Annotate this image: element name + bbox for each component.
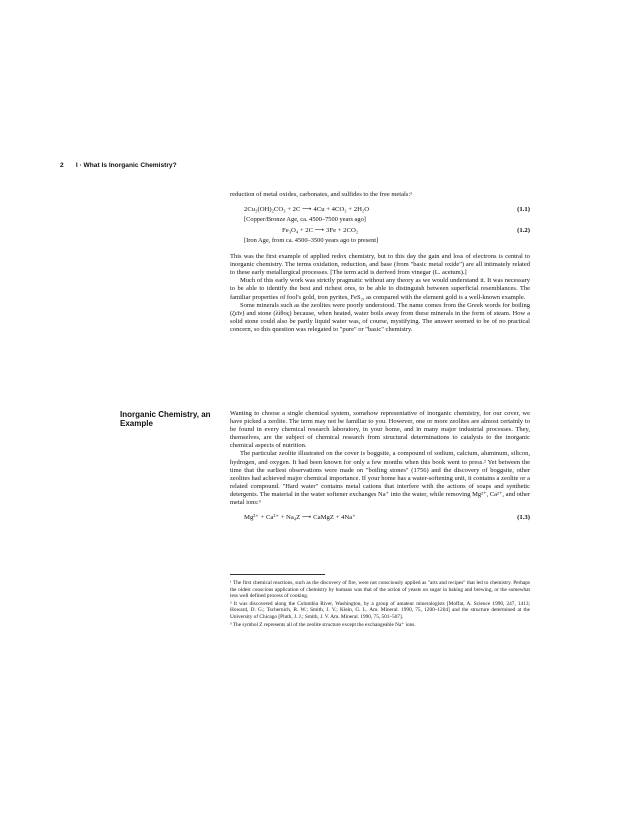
equation-1-2 — [230, 226, 530, 237]
section-body — [230, 410, 530, 524]
footnote: ¹ The first chemical reactions, such as the discovery of fire, were not consciously applied as "arts and recipes" that led to chemistry. Perhaps the oldest conscious application of chemistry by humans was that of the action of yeasts on sugar in baking and brewing, or the somewhat less well defined process of cooking. — [230, 580, 530, 600]
copper-age-note: [Copper/Bronze Age, ca. 4500–7500 years ago] — [244, 216, 366, 224]
equation-1-3 — [230, 513, 530, 524]
paragraph: This was the first example of applied redox chemistry, but to this day the gain and loss of electrons is central to inorganic chemistry. The terms oxidation, reduction, and base (from "basic metal oxide") are all intimately related to these early metallurgical processes. [The term acid is derived from vinegar (L. acetum).] — [230, 253, 530, 277]
page-number: 2 — [60, 162, 64, 169]
footnotes — [230, 580, 530, 629]
equation-number: (1.2) — [517, 227, 530, 235]
paragraph: Some minerals such as the zeolites were poorly understood. The name comes from the Greek words for boiling (ζεῖν) and stone (λίθος) because, when heated, water boils away from these minerals in the form of steam. How a solid stone could also be partly liquid water was, of course, mystifying. The answer seemed to be of no practical concern, so this question was relegated to "pure" or "basic" chemistry. — [230, 301, 530, 333]
footnote: ³ The symbol Z represents all of the zeolite structure except the exchangeable Na⁺ ions. — [230, 621, 416, 628]
intro-lead: reduction of metal oxides, carbonates, and sulfides to the free metals:¹ — [230, 191, 413, 198]
footnote-rule — [230, 574, 325, 575]
running-header — [60, 162, 177, 169]
equation-1-1 — [230, 205, 530, 216]
equation-text: 2Cu₂(OH)₂CO₃ + 2C ⟶ 4Cu + 4CO₂ + 2H₂O — [244, 206, 370, 214]
iron-age-note: [Iron Age, from ca. 4500–3500 years ago to present] — [244, 237, 379, 245]
equation-text: Mg²⁺ + Ca²⁺ + Na₄Z ⟶ CaMgZ + 4Na⁺ — [244, 514, 356, 522]
paragraph: Wanting to choose a single chemical system, somehow representative of inorganic chemistry, for our cover, we have picked a zeolite. The term may not be familiar to you. However, one or more zeolites are almost certainly to be found in every chemical research laboratory, in your home, and in many major industrial processes. They, themselves, are the subject of chemical research from structural determinations to catalysis to the inorganic chemical aspects of nutrition. — [230, 410, 530, 450]
paragraph: Much of this early work was strictly pragmatic without any theory as we would understand it. It was necessary to be able to identify the best and richest ores, to be able to distinguish between superficial resemblances. The familiar properties of fool's gold, iron pyrites, FeS₂, as compared with the element gold is a well-known example. — [230, 277, 530, 301]
paragraph: The particular zeolite illustrated on the cover is boggsite, a compound of sodium, calcium, aluminum, silicon, hydrogen, and oxygen. It had been known for only a few months when this book went to press.² Yet between the time that the earliest observations were made on "boiling stones" (1756) and the discovery of boggsite, other zeolites had achieved major chemical importance. If your home has a water-softening unit, it contains a zeolite or a related compound. "Hard water" contains metal cations that interfere with the actions of soaps and synthetic detergents. The material in the water softener exchanges Na⁺ into the water, while removing Mg²⁺, Ca²⁺, and other metal ions:³ — [230, 450, 530, 507]
equation-text: Fe₃O₄ + 2C ⟶ 3Fe + 2CO₂ — [282, 227, 359, 235]
section-heading: Inorganic Chemistry, an Example — [120, 410, 211, 428]
equation-number: (1.1) — [517, 206, 530, 214]
intro-block — [230, 191, 530, 334]
running-title: I · What Is Inorganic Chemistry? — [75, 162, 177, 169]
footnote: ² It was discovered along the Columbia River, Washington, by a group of amateur mineralogists [Moffat, A. Science 1990, 247, 1413; Howard, D. G.; Tschernich, R. W.; Smith, J. V.; Klein, G. L. Am. Mineral. 1990, 75, 1200–1204] and the structure determined at the University of Chicago [Pluth, J. J.; Smith, J. V. Am. Mineral. 1990, 75, 501–507]. — [230, 600, 530, 620]
equation-number: (1.3) — [517, 514, 530, 522]
